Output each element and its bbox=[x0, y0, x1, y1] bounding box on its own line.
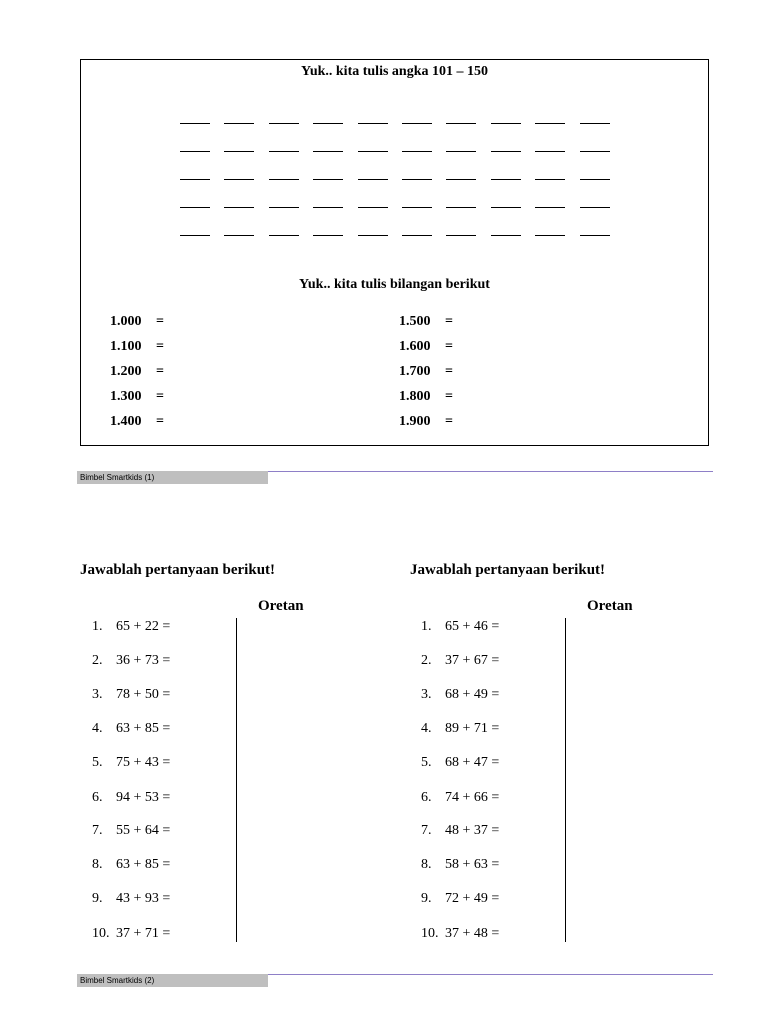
left-scratch-divider bbox=[236, 618, 237, 942]
answer-blank-line bbox=[491, 123, 521, 124]
numbers-title: Yuk.. kita tulis bilangan berikut bbox=[299, 277, 490, 292]
answer-blank-line bbox=[224, 207, 254, 208]
answer-blank-line bbox=[224, 123, 254, 124]
answer-blank-line bbox=[269, 123, 299, 124]
number-row: 1.600 = bbox=[399, 339, 453, 354]
answer-blank-line bbox=[358, 235, 388, 236]
answer-blank-line bbox=[180, 151, 210, 152]
right-column-heading: Jawablah pertanyaan berikut! bbox=[410, 562, 606, 578]
answer-blank-line bbox=[402, 179, 432, 180]
answer-blank-line bbox=[580, 179, 610, 180]
answer-blank-line bbox=[313, 179, 343, 180]
answer-blank-line bbox=[535, 235, 565, 236]
answer-blank-line bbox=[580, 235, 610, 236]
answer-blank-line bbox=[446, 151, 476, 152]
answer-blank-line bbox=[313, 123, 343, 124]
number-row: 1.300 = bbox=[110, 389, 164, 404]
answer-blank-line bbox=[446, 207, 476, 208]
answer-blank-line bbox=[180, 123, 210, 124]
answer-blank-line bbox=[269, 179, 299, 180]
answer-blank-line bbox=[535, 151, 565, 152]
answer-blank-line bbox=[269, 207, 299, 208]
answer-blank-line bbox=[269, 151, 299, 152]
number-row: 1.000 = bbox=[110, 314, 164, 329]
number-row: 1.700 = bbox=[399, 364, 453, 379]
answer-blank-line bbox=[491, 151, 521, 152]
number-row: 1.500 = bbox=[399, 314, 453, 329]
answer-blank-line bbox=[224, 151, 254, 152]
answer-blank-line bbox=[313, 235, 343, 236]
answer-blank-line bbox=[402, 123, 432, 124]
right-oretan-label: Oretan bbox=[587, 598, 633, 614]
answer-blank-line bbox=[446, 123, 476, 124]
answer-blank-line bbox=[535, 179, 565, 180]
answer-blank-line bbox=[402, 207, 432, 208]
worksheet-box bbox=[80, 59, 709, 446]
answer-blank-line bbox=[224, 179, 254, 180]
left-column-heading: Jawablah pertanyaan berikut! bbox=[80, 562, 276, 578]
answer-blank-line bbox=[580, 151, 610, 152]
answer-blank-line bbox=[358, 123, 388, 124]
right-scratch-divider bbox=[565, 618, 566, 942]
answer-blank-line bbox=[402, 151, 432, 152]
answer-blank-line bbox=[535, 207, 565, 208]
number-row: 1.800 = bbox=[399, 389, 453, 404]
answer-blank-line bbox=[491, 235, 521, 236]
number-row: 1.400 = bbox=[110, 414, 164, 429]
answer-blank-line bbox=[535, 123, 565, 124]
number-row: 1.900 = bbox=[399, 414, 453, 429]
answer-blank-line bbox=[402, 235, 432, 236]
answer-blank-line bbox=[446, 179, 476, 180]
left-oretan-label: Oretan bbox=[258, 598, 304, 614]
number-row: 1.100 = bbox=[110, 339, 164, 354]
answer-blank-line bbox=[491, 207, 521, 208]
answer-blank-line bbox=[358, 151, 388, 152]
answer-blank-line bbox=[446, 235, 476, 236]
writing-title: Yuk.. kita tulis angka 101 – 150 bbox=[301, 64, 488, 79]
answer-blank-line bbox=[180, 179, 210, 180]
footer-rule bbox=[268, 471, 713, 472]
number-row: 1.200 = bbox=[110, 364, 164, 379]
answer-blank-line bbox=[224, 235, 254, 236]
answer-blank-line bbox=[580, 207, 610, 208]
answer-blank-line bbox=[180, 207, 210, 208]
answer-blank-line bbox=[491, 179, 521, 180]
answer-blank-line bbox=[313, 207, 343, 208]
answer-blank-line bbox=[580, 123, 610, 124]
answer-blank-line bbox=[358, 179, 388, 180]
answer-blank-line bbox=[180, 235, 210, 236]
answer-blank-line bbox=[358, 207, 388, 208]
footer-rule bbox=[268, 974, 713, 975]
page-footer-label: Bimbel Smartkids (1) bbox=[77, 471, 268, 484]
page-footer-label: Bimbel Smartkids (2) bbox=[77, 974, 268, 987]
answer-blank-line bbox=[313, 151, 343, 152]
answer-blank-line bbox=[269, 235, 299, 236]
